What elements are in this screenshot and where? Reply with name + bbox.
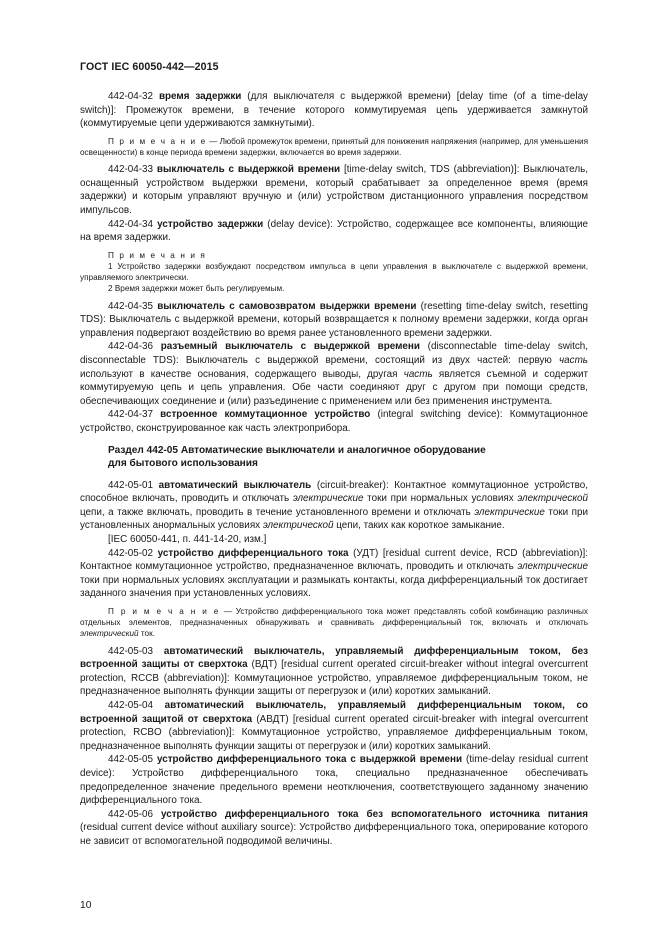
entry-definition-part: используют в качестве основания, содержащего выводы, другая [80, 368, 404, 380]
entry-definition-part: является съемной и содержит коммутируемую цепь и цепь управления. Обе части соединяют друг с другом при помощи средств, обеспечивающих соединение и (или) разъединение с применением или без применения инструмента. [80, 368, 588, 407]
italic-term: электрические [474, 506, 545, 518]
section-heading [80, 444, 588, 471]
entry-definition-part: (disconnectable time-delay switch, disconnectable TDS): Выключатель с выдержкой времени, состоящий из двух частей: первую [80, 341, 588, 366]
note-label: П р и м е ч а н и е [108, 136, 207, 146]
entry-number: 442-04-35 [108, 300, 158, 312]
entry-definition: (delay device): Устройство, содержащее все компоненты, влияющие на время задержки. [80, 218, 588, 244]
entry-definition-part: цепи, а также включать, проводить в течение установленного времени и отключать [80, 506, 475, 518]
entry-442-05-03 [80, 645, 588, 699]
entry-number: 442-04-33 [108, 164, 157, 176]
entry-definition-part: цепи, таких как короткое замыкание. [333, 520, 505, 532]
entry-definition: (integral switching device): Коммутационное устройство, сконструированное как часть электроприбора. [80, 409, 589, 434]
entry-term: разъемный выключатель с выдержкой времени [160, 341, 420, 353]
entry-term: встроенное коммутационное устройство [160, 409, 371, 421]
entry-definition: (ВДТ) [residual current operated circuit-breaker without integral overcurrent protection, RCCB (abbreviation)]: Коммутационное устройство, управляемое дифференциальным током, не предназначенное выполнять функции защиты от перегрузок и (или) коротких замыканий. [80, 659, 588, 698]
entry-442-04-32 [80, 90, 588, 131]
italic-term: электрической [517, 493, 589, 505]
entry-definition: [time-delay switch, TDS (abbreviation)]: Выключатель, оснащенный устройством выдержки времени, который срабатывает за определенное время (время задержки) и которым управляют вручную и (или) устройством дистанционного управления посредством импульсов. [80, 164, 588, 216]
entry-442-05-02 [80, 547, 588, 601]
italic-term: электрические [517, 561, 588, 573]
entry-442-05-04 [80, 699, 588, 753]
entry-number: 442-04-37 [108, 409, 161, 421]
entry-term: выключатель с выдержкой времени [156, 164, 341, 176]
entry-442-04-34 [80, 218, 588, 245]
entry-term: устройство дифференциального тока [157, 547, 349, 559]
entry-term: автоматический выключатель, управляемый дифференциальным током, без встроенной защиты от сверхтока [80, 645, 588, 671]
notes-label: П р и м е ч а н и я [108, 250, 207, 260]
entry-term: автоматический выключатель, управляемый дифференциальным током, со встроенной защитой от сверхтока [80, 700, 589, 725]
italic-term: часть [403, 368, 433, 380]
section-title-line-2: для бытового использования [108, 458, 258, 470]
entry-442-05-06 [80, 808, 588, 849]
entry-number: 442-05-02 [108, 547, 158, 559]
entry-number: 442-05-06 [108, 808, 161, 820]
italic-term: электрические [292, 493, 364, 505]
entry-number: 442-05-04 [108, 700, 165, 712]
entry-term: устройство задержки [157, 218, 264, 230]
entry-term: устройство дифференциального тока с выдержкой времени [156, 754, 463, 766]
italic-term: часть [559, 354, 588, 366]
entry-definition-part: токи при установленных анормальных условиях [80, 506, 588, 532]
entry-definition: (residual current device without auxiliary source): Устройство дифференциального тока, оперирование которого не зависит от вспомогательной подводимой величины. [80, 822, 588, 847]
entry-definition-part: (circuit-breaker): Контактное коммутационное устройство, способное включать, проводить и отключать [80, 479, 589, 505]
entry-442-04-37 [80, 408, 588, 435]
entry-442-04-33 [80, 163, 588, 217]
note-text: ток. [138, 629, 155, 639]
entry-definition: (time-delay residual current device): Устройство дифференциального тока, специально предназначенное обеспечивать предопределенное значение предельного времени неотключения, соответствующего заданному значению дифференциального тока. [80, 754, 589, 807]
note-text: — Устройство дифференциального тока может представлять собой комбинацию различных отдельных элементов, предназначенных обнаруживать и сравнивать дифференциальный ток, включать и отключать [80, 607, 588, 628]
entry-number: 442-04-36 [108, 341, 161, 353]
entry-number: 442-05-01 [108, 479, 159, 491]
entry-number: 442-04-34 [108, 218, 158, 230]
entry-term: выключатель с самовозвратом выдержки времени [157, 300, 417, 312]
note-text: — Любой промежуток времени, принятый для понижения напряжения (например, для уменьшения освещенности) в конце периода времени задержки, включается во время задержки. [80, 136, 588, 157]
italic-term: электрической [262, 520, 334, 532]
entry-term: устройство дифференциального тока без вспомогательного источника питания [160, 808, 588, 820]
reference-442-05-01: [IEC 60050-441, п. 441-14-20, изм.] [108, 534, 267, 546]
note-442-05-02 [80, 606, 588, 640]
entry-term: время задержки [158, 91, 242, 102]
entry-definition-part: токи при нормальных условиях эксплуатации и размыкать контакты, когда дифференциальный ток достигает заданного значения при установленных условиях. [80, 574, 588, 600]
note-442-04-32 [80, 136, 588, 158]
entry-442-04-36 [80, 340, 588, 408]
page-number: 10 [80, 900, 92, 911]
entry-term: автоматический выключатель [158, 479, 312, 491]
entry-definition-part: (УДТ) [residual current device, RCD (abbreviation)]: Контактное коммутационное устройство, предназначенное включать, проводить и отключать [80, 547, 589, 573]
entry-definition: (resetting time-delay switch, resetting TDS): Выключатель с выдержкой времени, который возвращается к полному времени задержки, когда орган управления подвергают воздействию во время ранее установленного времени задержки. [80, 300, 589, 339]
note-label: П р и м е ч а н и е [108, 607, 220, 617]
note-1-442-04-34: 1 Устройство задержки возбуждают посредством импульса в цепи управления в выключателе с выдержкой времени, управляемого электрически. [80, 261, 588, 283]
entry-442-05-01 [80, 479, 588, 533]
entry-number: 442-04-32 [108, 91, 159, 102]
entry-number: 442-05-05 [108, 754, 157, 766]
italic-term: электрический [80, 629, 139, 639]
section-title-line-1: Раздел 442-05 Автоматические выключатели и аналогичное оборудование [108, 444, 486, 456]
entry-442-04-35 [80, 300, 588, 341]
document-body [80, 90, 588, 849]
document-header: ГОСТ IEC 60050-442—2015 [80, 61, 219, 73]
entry-definition-part: токи при нормальных условиях [363, 493, 518, 505]
entry-number: 442-05-03 [108, 645, 164, 657]
note-2-442-04-34: 2 Время задержки может быть регулируемым. [108, 284, 285, 294]
entry-definition: (для выключателя с выдержкой времени) [delay time (of a time-delay switch)]: Промежуток времени, в течение которого коммутируемая цепь удерживается замкнутой (коммутируемые цепи удерживаются замкнутыми). [80, 91, 588, 130]
entry-442-05-05 [80, 753, 588, 807]
entry-definition: (АВДТ) [residual current operated circuit-breaker with integral overcurrent protection, RCBO (abbreviation)]: Коммутационное устройство, управляемое дифференциальным током, предназначенное выполнять функции защиты от перегрузок и (или) коротких замыканий. [80, 713, 588, 752]
